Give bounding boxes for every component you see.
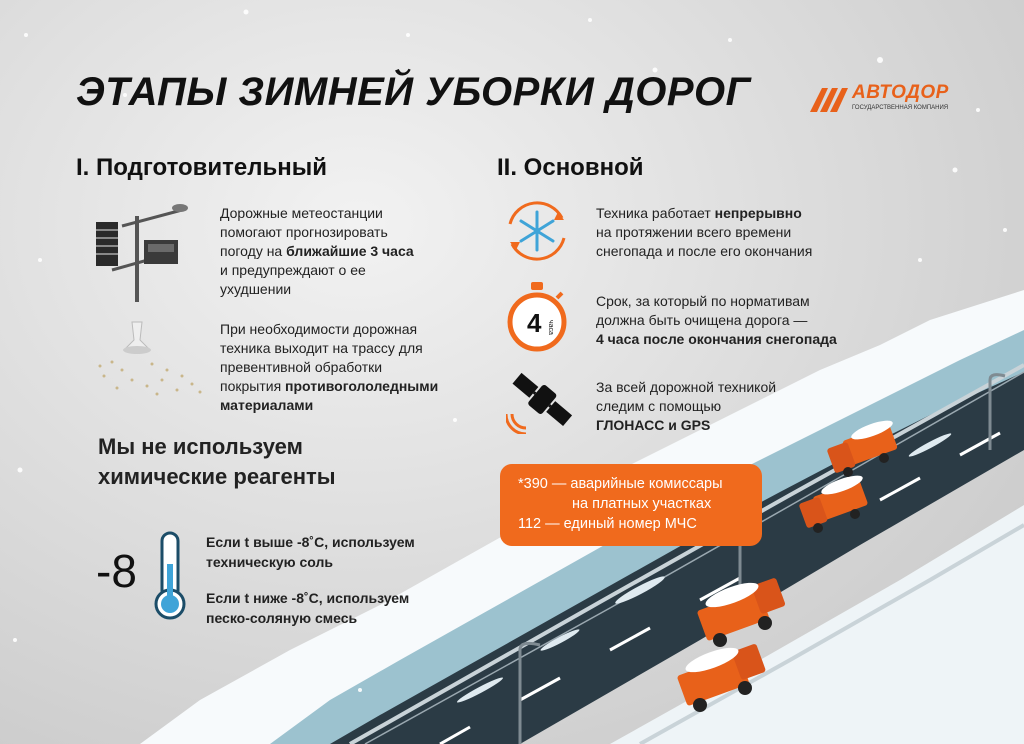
- logo-subtitle: ГОСУДАРСТВЕННАЯ КОМПАНИЯ: [852, 105, 949, 111]
- avtodor-logo-icon: [808, 84, 850, 114]
- stage1-item1-text: Дорожные метеостанции помогают прогнозировать погоду на ближайшие 3 часа и предупреждают о ее ухудшении: [220, 205, 414, 297]
- stage2-title: II. Основной: [497, 154, 644, 181]
- temperature-value: -8: [96, 545, 137, 597]
- stage2-item1-text: Техника работает непрерывно на протяжении всего времени снегопада и после его окончания: [596, 205, 813, 259]
- weather-station-icon: [92, 196, 192, 302]
- hotline-112: 112 — единый номер МЧС: [518, 516, 697, 532]
- stage2-item3-text: За всей дорожной техникой следим с помощью ГЛОНАСС и GPS: [596, 379, 777, 433]
- stopwatch-number: 4: [527, 308, 542, 338]
- sand-salt-note: Если t ниже -8˚С, используем песко-соляную смесь: [206, 590, 410, 626]
- stage2-item2-text: Срок, за который по нормативам должна быть очищена дорога — 4 часа после окончания снегопада: [596, 293, 837, 347]
- avtodor-logo: [808, 80, 968, 120]
- thermometer-icon: [152, 530, 188, 622]
- snowflake-cycle-icon: [500, 198, 574, 264]
- stage1-title: I. Подготовительный: [76, 154, 328, 181]
- stopwatch-icon: [505, 280, 569, 352]
- satellite-icon: [506, 368, 576, 434]
- no-chemicals-heading: Мы не используем химические реагенты: [98, 434, 336, 489]
- stage1-item2-text: При необходимости дорожная техника выходит на трассу для превентивной обработки покрытия противогололедными материалами: [220, 321, 439, 413]
- hotline-box: [500, 464, 762, 546]
- hotline-390-note: на платных участках: [572, 496, 712, 512]
- logo-name: АВТОДОР: [852, 82, 949, 103]
- hotline-390: *390 — аварийные комиссары: [518, 476, 723, 492]
- salt-spreader-icon: [92, 318, 210, 398]
- stopwatch-unit: часа: [547, 320, 554, 335]
- salt-note: Если t выше -8˚С, используем техническую соль: [206, 534, 415, 570]
- page-title: ЭТАПЫ ЗИМНЕЙ УБОРКИ ДОРОГ: [76, 70, 751, 114]
